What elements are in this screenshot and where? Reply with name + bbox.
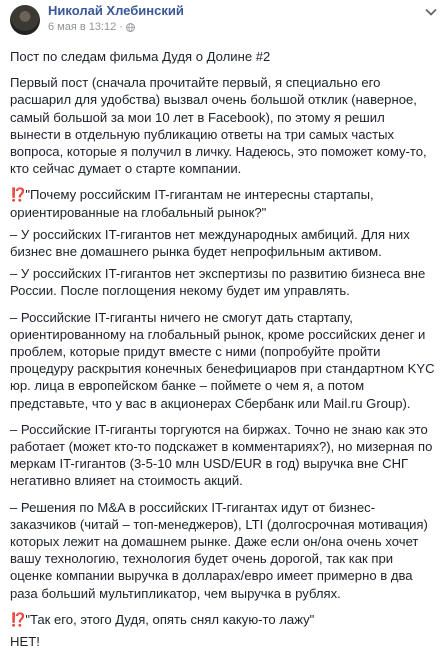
post-date[interactable]: 6 мая в 13:12 bbox=[48, 20, 117, 33]
post-subline bbox=[48, 21, 184, 34]
author-name[interactable]: Николай Хлебинский bbox=[48, 3, 184, 18]
question-2-text: "Так его, этого Дудя, опять снял какую-то лажу" bbox=[25, 611, 315, 627]
post-meta bbox=[48, 4, 184, 34]
answer-item: – Российские IT-гиганты торгуются на биржах. Точно не знаю как это работает (может кто-то подскажет в комментариях?), но мизерная по меркам IT-гигантов (3-5-10 млн USD/EUR в год) выручка вне СНГ негативно влияет на стоимость акций. bbox=[10, 421, 433, 489]
answer-2: НЕТ! bbox=[10, 634, 40, 650]
post-body bbox=[10, 48, 439, 650]
chevron-down-icon[interactable] bbox=[425, 8, 437, 16]
question-1 bbox=[10, 186, 439, 220]
double-exclamation-question-icon: ⁉️ bbox=[10, 611, 26, 627]
meta-separator: · bbox=[119, 20, 123, 33]
double-exclamation-question-icon: ⁉️ bbox=[10, 187, 26, 203]
post-header bbox=[10, 4, 439, 36]
post-title: Пост по следам фильма Дудя о Долине #2 bbox=[10, 49, 271, 64]
answer-item: – Решения по M&A в российских IT-гигантах идут от бизнес-заказчиков (читай – топ-менеджеров), LTI (долгосрочная мотивация) которых лежит на домашнем рынке. Даже если он/она очень хочет вашу технологию, технология будет очень дорогой, так как при оценке компании выручка в долларах/евро имеет примерно в два раза больший мультипликатор, чем выручка в рублях. bbox=[10, 499, 428, 601]
intro-paragraph: Первый пост (сначала прочитайте первый, я специально его расшарил для удобства) вызвал очень большой отклик (наверное, самый большой за мои 10 лет в Facebook), по этому я решил вынести в отдельную публикацию ответы на три самых частых вопроса, которые я получил в личку. Надеюсь, это поможет кому-то, кто сейчас думает о старте компании. bbox=[10, 75, 427, 177]
answer-item: – Российские IT-гиганты ничего не смогут дать стартапу, ориентированному на глобальный рынок, кроме российских денег и проблем, которые придут вместе с ними (попробуйте пройти процедуру раскрытия конечных бенефициаров при стандартном KYC юр. лица в европейском банке – поймете о чем я, а потом представьте, что у вас в акционерах Сбербанк или Mail.ru Group). bbox=[10, 309, 435, 411]
globe-icon[interactable] bbox=[126, 23, 135, 32]
answer-item: – У российских IT-гигантов нет экспертизы по развитию бизнеса вне России. После поглощения некому будет им управлять. bbox=[10, 266, 426, 299]
question-2 bbox=[10, 611, 439, 628]
avatar[interactable] bbox=[10, 5, 40, 35]
question-1-text: "Почему российским IT-гигантам не интересны стартапы, ориентированные на глобальный рынок?" bbox=[10, 187, 374, 220]
answer-item: – У российских IT-гигантов нет международных амбиций. Для них бизнес вне домашнего рынка будет непрофильным активом. bbox=[10, 226, 410, 260]
